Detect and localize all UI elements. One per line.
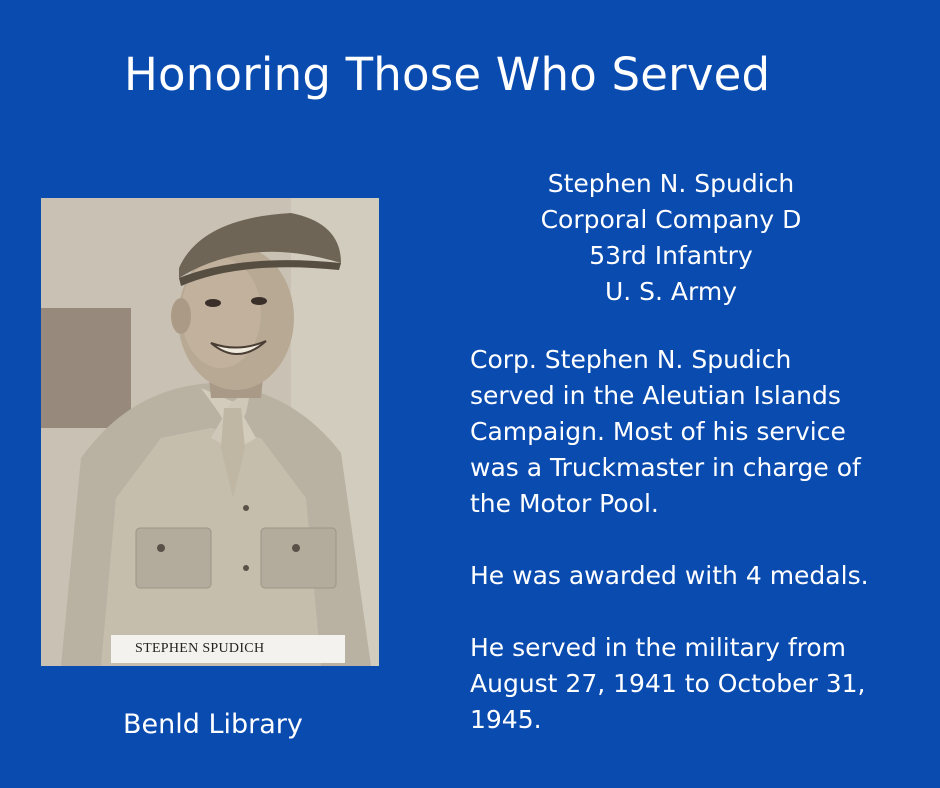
page-title: Honoring Those Who Served [124, 48, 771, 101]
bio-line: Campaign. Most of his service [470, 417, 846, 446]
biography [470, 342, 890, 738]
soldier-rank-company: Corporal Company D [540, 205, 802, 234]
library-credit: Benld Library [123, 709, 303, 740]
bio-line: the Motor Pool. [470, 489, 659, 518]
bio-line: served in the Aleutian Islands [470, 381, 841, 410]
bio-line: He served in the military from [470, 633, 847, 662]
portrait-illustration [41, 198, 379, 666]
bio-line: was a Truckmaster in charge of [470, 453, 861, 482]
soldier-header [470, 166, 872, 310]
photo-caption-label: STEPHEN SPUDICH [111, 635, 345, 663]
soldier-portrait-photo [41, 198, 379, 666]
bio-medals-paragraph: He was awarded with 4 medals. [470, 561, 869, 590]
bio-line: Corp. Stephen N. Spudich [470, 345, 792, 374]
soldier-name: Stephen N. Spudich [547, 169, 795, 198]
bio-dates-paragraph [470, 630, 890, 738]
bio-line: 1945. [470, 705, 542, 734]
soldier-branch: U. S. Army [604, 277, 738, 306]
bio-line: August 27, 1941 to October 31, [470, 669, 866, 698]
soldier-unit: 53rd Infantry [589, 241, 753, 270]
bio-service-paragraph [470, 342, 890, 522]
